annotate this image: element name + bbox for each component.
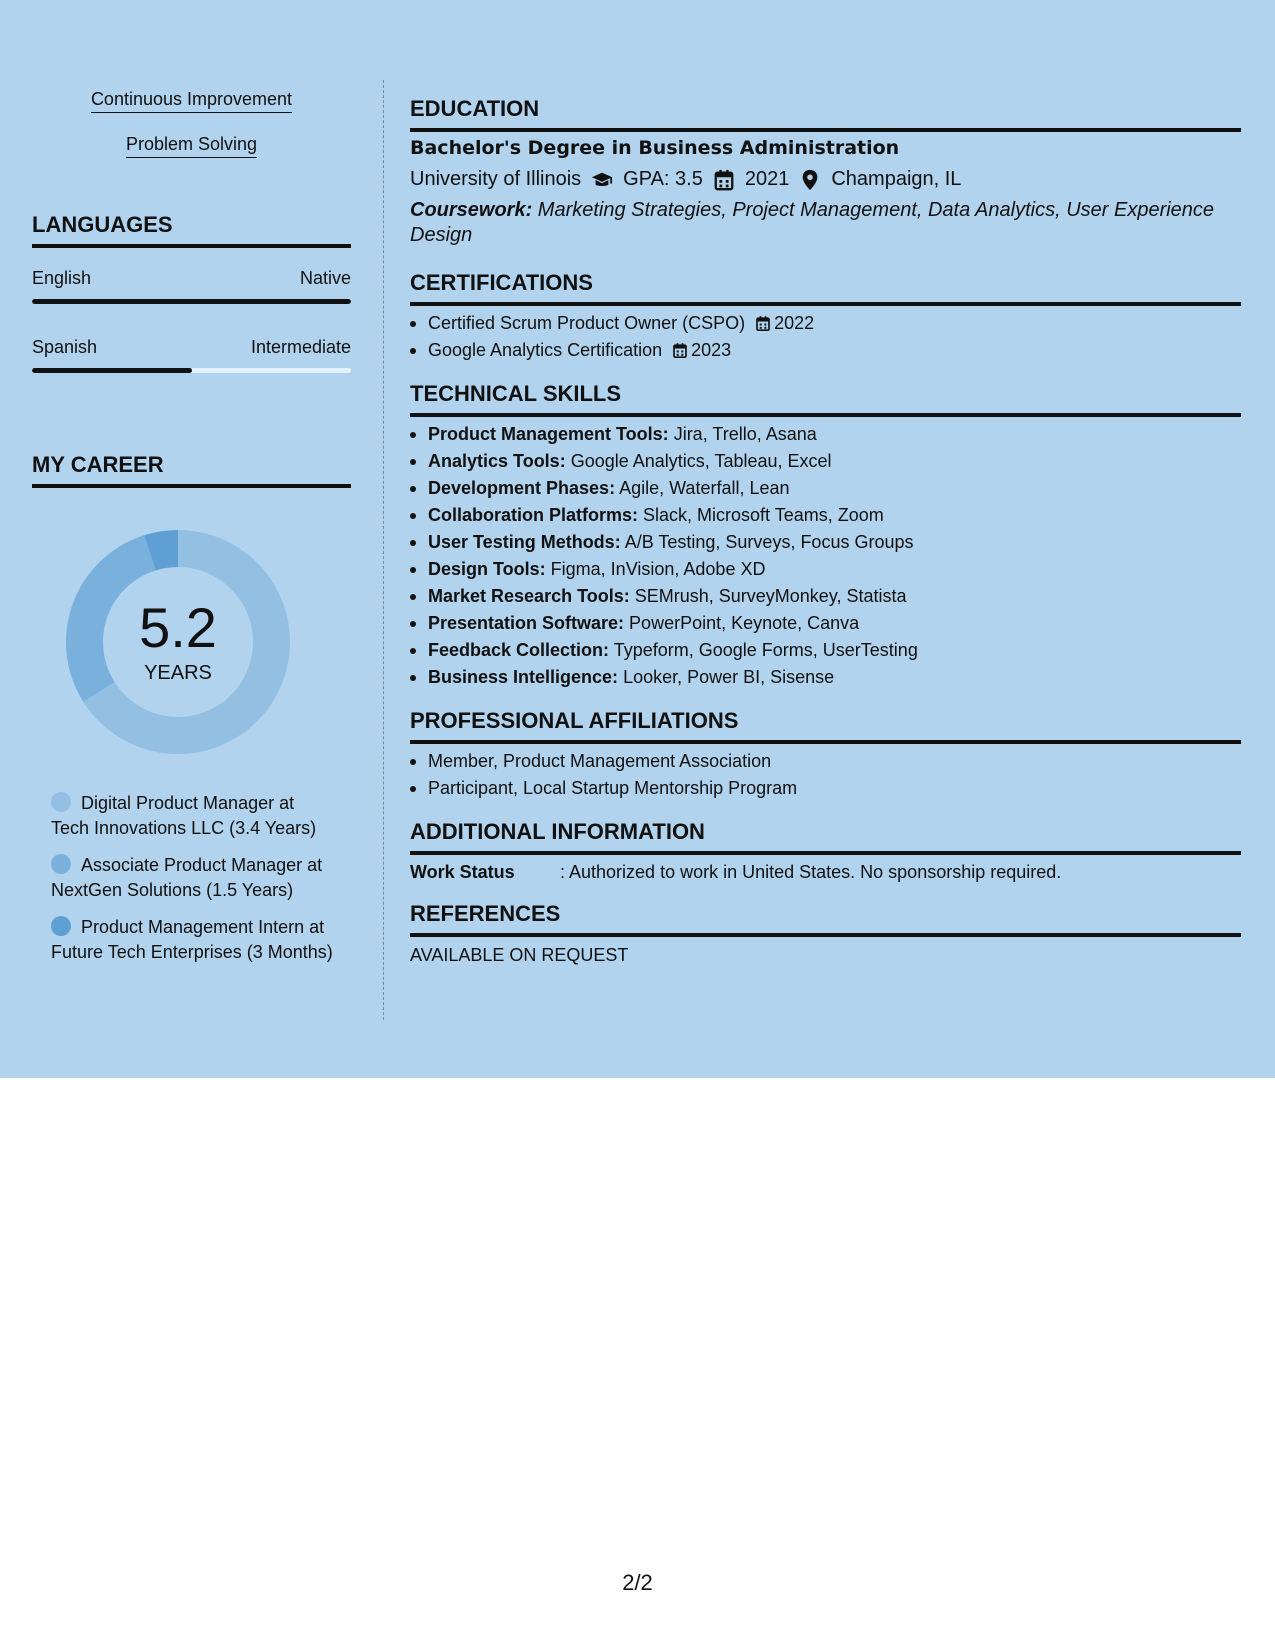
certification-item: Google Analytics Certification 2023 bbox=[410, 337, 1241, 364]
certifications-list bbox=[410, 310, 1241, 364]
language-name: English bbox=[32, 268, 92, 288]
calendar-icon bbox=[672, 342, 688, 359]
page-number: 2/2 bbox=[622, 1570, 653, 1595]
coursework: Coursework: Marketing Strategies, Project Management, Data Analytics, User Experience Design bbox=[410, 199, 1215, 246]
graduation-cap-icon bbox=[591, 169, 613, 191]
affiliations-heading: PROFESSIONAL AFFILIATIONS bbox=[410, 708, 1241, 744]
career-legend-item: Associate Product Manager at NextGen Solutions (1.5 Years) bbox=[51, 855, 323, 900]
location-pin-icon bbox=[799, 169, 821, 191]
language-row bbox=[32, 268, 351, 289]
school-location: Champaign, IL bbox=[831, 168, 962, 190]
language-bar-fill bbox=[32, 368, 192, 373]
education-meta bbox=[410, 168, 961, 191]
affiliation-item: Member, Product Management Association bbox=[410, 748, 1241, 775]
degree-title: Bachelor's Degree in Business Administration bbox=[410, 137, 900, 159]
skill-item: Presentation Software: PowerPoint, Keynote, Canva bbox=[410, 610, 1241, 637]
calendar-icon bbox=[755, 315, 771, 332]
skill-item: Product Management Tools: Jira, Trello, Asana bbox=[410, 421, 1241, 448]
career-total-value: 5.2 bbox=[139, 595, 217, 659]
additional-info-heading: ADDITIONAL INFORMATION bbox=[410, 819, 1241, 855]
career-heading: MY CAREER bbox=[32, 452, 351, 488]
language-bar bbox=[32, 299, 351, 304]
strength-item: Problem Solving bbox=[32, 134, 351, 155]
skill-item: Design Tools: Figma, InVision, Adobe XD bbox=[410, 556, 1241, 583]
language-bar bbox=[32, 368, 351, 373]
certification-item: Certified Scrum Product Owner (CSPO) 2022 bbox=[410, 310, 1241, 337]
language-row bbox=[32, 337, 351, 358]
affiliation-item: Participant, Local Startup Mentorship Program bbox=[410, 775, 1241, 802]
work-status bbox=[410, 862, 1061, 883]
skill-item: Analytics Tools: Google Analytics, Tableau, Excel bbox=[410, 448, 1241, 475]
work-status-value: : Authorized to work in United States. No sponsorship required. bbox=[560, 862, 1062, 882]
legend-dot bbox=[51, 792, 71, 812]
technical-skills-list bbox=[410, 421, 1241, 691]
language-name: Spanish bbox=[32, 337, 98, 357]
column-divider bbox=[383, 80, 384, 1020]
certifications-heading: CERTIFICATIONS bbox=[410, 270, 1241, 306]
calendar-icon bbox=[713, 169, 735, 191]
language-bar-fill bbox=[32, 299, 351, 304]
career-total bbox=[66, 530, 290, 754]
skill-item: Business Intelligence: Looker, Power BI, Sisense bbox=[410, 664, 1241, 691]
skill-item: Feedback Collection: Typeform, Google Forms, UserTesting bbox=[410, 637, 1241, 664]
language-level: Native bbox=[299, 268, 351, 288]
skill-item: Market Research Tools: SEMrush, SurveyMonkey, Statista bbox=[410, 583, 1241, 610]
strength-item: Continuous Improvement bbox=[32, 89, 351, 110]
references-text: AVAILABLE ON REQUEST bbox=[410, 945, 629, 965]
languages-heading: LANGUAGES bbox=[32, 212, 351, 248]
career-legend-item: Product Management Intern at Future Tech Enterprises (3 Months) bbox=[51, 917, 333, 962]
education-heading: EDUCATION bbox=[410, 96, 1241, 132]
gpa: GPA: 3.5 bbox=[623, 168, 703, 190]
legend-dot bbox=[51, 854, 71, 874]
technical-skills-heading: TECHNICAL SKILLS bbox=[410, 381, 1241, 417]
career-total-unit: YEARS bbox=[144, 661, 212, 684]
skill-item: Collaboration Platforms: Slack, Microsoft Teams, Zoom bbox=[410, 502, 1241, 529]
skill-item: Development Phases: Agile, Waterfall, Lean bbox=[410, 475, 1241, 502]
career-legend-item: Digital Product Manager at Tech Innovations LLC (3.4 Years) bbox=[51, 793, 317, 838]
language-level: Intermediate bbox=[250, 337, 351, 357]
graduation-year: 2021 bbox=[744, 168, 790, 190]
affiliations-list bbox=[410, 748, 1241, 802]
references-heading: REFERENCES bbox=[410, 901, 1241, 937]
work-status-label: Work Status bbox=[410, 862, 515, 882]
skill-item: User Testing Methods: A/B Testing, Surveys, Focus Groups bbox=[410, 529, 1241, 556]
school-name: University of Illinois bbox=[410, 168, 582, 190]
legend-dot bbox=[51, 916, 71, 936]
